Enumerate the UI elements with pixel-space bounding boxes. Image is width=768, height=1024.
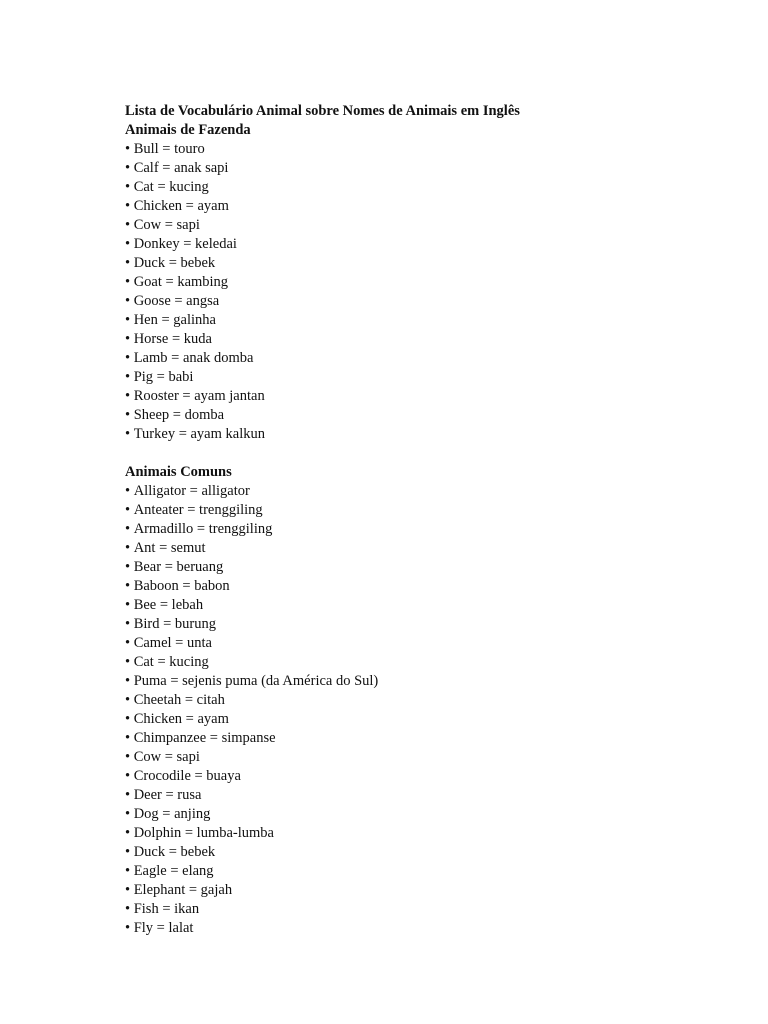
list-item: • Turkey = ayam kalkun — [125, 425, 725, 444]
section-farm-animals — [125, 121, 725, 444]
list-item: • Camel = unta — [125, 634, 725, 653]
list-item: • Elephant = gajah — [125, 881, 725, 900]
list-item: • Puma = sejenis puma (da América do Sul) — [125, 672, 725, 691]
list-item: • Chicken = ayam — [125, 197, 725, 216]
list-item: • Donkey = keledai — [125, 235, 725, 254]
list-item: • Fly = lalat — [125, 919, 725, 938]
list-item: • Duck = bebek — [125, 843, 725, 862]
list-item: • Fish = ikan — [125, 900, 725, 919]
list-item: • Duck = bebek — [125, 254, 725, 273]
list-item: • Cat = kucing — [125, 178, 725, 197]
list-item: • Chimpanzee = simpanse — [125, 729, 725, 748]
section-heading-farm-animals: Animais de Fazenda — [125, 122, 251, 138]
list-item: • Hen = galinha — [125, 311, 725, 330]
list-item: • Cow = sapi — [125, 748, 725, 767]
common-animals-list — [125, 482, 725, 938]
list-item: • Cat = kucing — [125, 653, 725, 672]
list-item: • Armadillo = trenggiling — [125, 520, 725, 539]
list-item: • Bird = burung — [125, 615, 725, 634]
list-item: • Crocodile = buaya — [125, 767, 725, 786]
document-title: Lista de Vocabulário Animal sobre Nomes de Animais em Inglês — [125, 103, 520, 119]
section-spacer — [125, 444, 725, 463]
list-item: • Sheep = domba — [125, 406, 725, 425]
section-common-animals — [125, 463, 725, 938]
list-item: • Calf = anak sapi — [125, 159, 725, 178]
list-item: • Ant = semut — [125, 539, 725, 558]
list-item: • Alligator = alligator — [125, 482, 725, 501]
list-item: • Chicken = ayam — [125, 710, 725, 729]
list-item: • Dolphin = lumba-lumba — [125, 824, 725, 843]
list-item: • Cheetah = citah — [125, 691, 725, 710]
farm-animals-list — [125, 140, 725, 444]
list-item: • Anteater = trenggiling — [125, 501, 725, 520]
list-item: • Bear = beruang — [125, 558, 725, 577]
list-item: • Horse = kuda — [125, 330, 725, 349]
list-item: • Goat = kambing — [125, 273, 725, 292]
list-item: • Goose = angsa — [125, 292, 725, 311]
list-item: • Rooster = ayam jantan — [125, 387, 725, 406]
section-heading-common-animals: Animais Comuns — [125, 464, 232, 480]
list-item: • Bee = lebah — [125, 596, 725, 615]
list-item: • Baboon = babon — [125, 577, 725, 596]
list-item: • Deer = rusa — [125, 786, 725, 805]
document-page — [125, 102, 725, 938]
list-item: • Lamb = anak domba — [125, 349, 725, 368]
list-item: • Dog = anjing — [125, 805, 725, 824]
list-item: • Pig = babi — [125, 368, 725, 387]
list-item: • Cow = sapi — [125, 216, 725, 235]
list-item: • Bull = touro — [125, 140, 725, 159]
list-item: • Eagle = elang — [125, 862, 725, 881]
